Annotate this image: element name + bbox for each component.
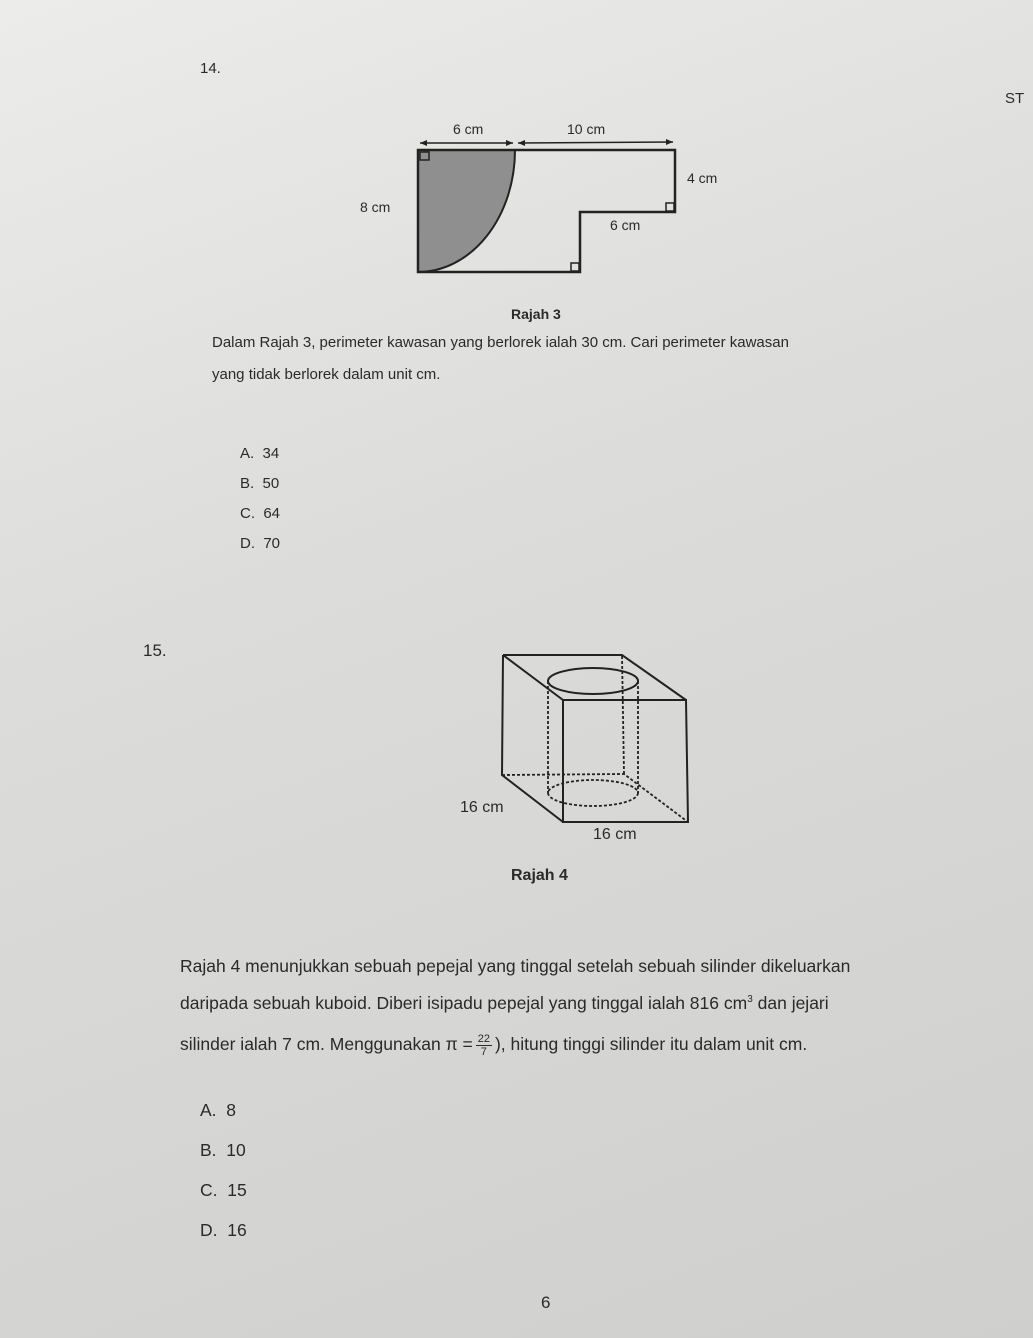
label-6cm-top: 6 cm [453, 121, 484, 137]
question-number-15: 15. [143, 641, 167, 660]
option-value: 50 [262, 475, 280, 492]
fraction-22-7 [476, 1033, 492, 1058]
option-b[interactable] [200, 1140, 246, 1161]
option-b[interactable] [240, 475, 279, 492]
text: ), hitung tinggi silinder itu dalam unit cm. [494, 1034, 808, 1055]
option-c[interactable] [240, 505, 280, 522]
question-text-line: Dalam Rajah 3, perimeter kawasan yang berlorek ialah 30 cm. Cari perimeter kawasan [212, 334, 789, 351]
right-angle-mark [571, 263, 579, 271]
option-value: 64 [263, 505, 281, 522]
text: daripada sebuah kuboid. Diberi isipadu pepejal yang tinggal ialah 816 cm [180, 993, 748, 1013]
label-depth-16cm: 16 cm [460, 799, 504, 816]
option-letter: A. [200, 1100, 217, 1120]
text: silinder ialah 7 cm. Menggunakan π = [180, 1034, 473, 1055]
corner-text: ST [1005, 90, 1025, 107]
option-value: 70 [263, 535, 281, 552]
option-a[interactable] [200, 1100, 236, 1121]
option-value: 15 [227, 1180, 247, 1200]
shaded-region [418, 150, 515, 272]
label-4cm: 4 cm [687, 170, 718, 186]
option-c[interactable] [200, 1180, 247, 1201]
option-d[interactable] [240, 535, 280, 552]
text: dan jejari [752, 993, 829, 1013]
option-value: 8 [226, 1100, 237, 1120]
question-text-line: Rajah 4 menunjukkan sebuah pepejal yang tinggal setelah sebuah silinder dikeluarkan [180, 956, 851, 976]
question-text-line [180, 1033, 807, 1058]
option-d[interactable] [200, 1220, 247, 1241]
label-8cm: 8 cm [360, 199, 391, 215]
denominator: 7 [480, 1046, 487, 1058]
option-letter: D. [200, 1220, 218, 1240]
option-letter: D. [240, 535, 255, 552]
page-number: 6 [541, 1293, 551, 1312]
option-letter: C. [200, 1180, 218, 1200]
option-letter: B. [240, 475, 255, 492]
question-text-line: yang tidak berlorek dalam unit cm. [212, 366, 441, 383]
label-width-16cm: 16 cm [593, 826, 637, 843]
dimension-arrow-10cm [518, 142, 673, 143]
option-a[interactable] [240, 445, 279, 462]
option-letter: B. [200, 1140, 217, 1160]
option-letter: C. [240, 505, 255, 522]
label-6cm-step: 6 cm [610, 217, 641, 233]
superscript: 3 [747, 994, 753, 1006]
caption-rajah-4: Rajah 4 [511, 867, 568, 884]
question-text-line [180, 993, 829, 1014]
question-number-14: 14. [200, 60, 221, 77]
option-value: 34 [262, 445, 280, 462]
label-10cm: 10 cm [567, 121, 606, 137]
option-letter: A. [240, 445, 255, 462]
right-angle-mark [666, 203, 674, 211]
option-value: 10 [226, 1140, 246, 1160]
option-value: 16 [227, 1220, 247, 1240]
caption-rajah-3: Rajah 3 [511, 306, 561, 322]
numerator: 22 [477, 1033, 490, 1045]
